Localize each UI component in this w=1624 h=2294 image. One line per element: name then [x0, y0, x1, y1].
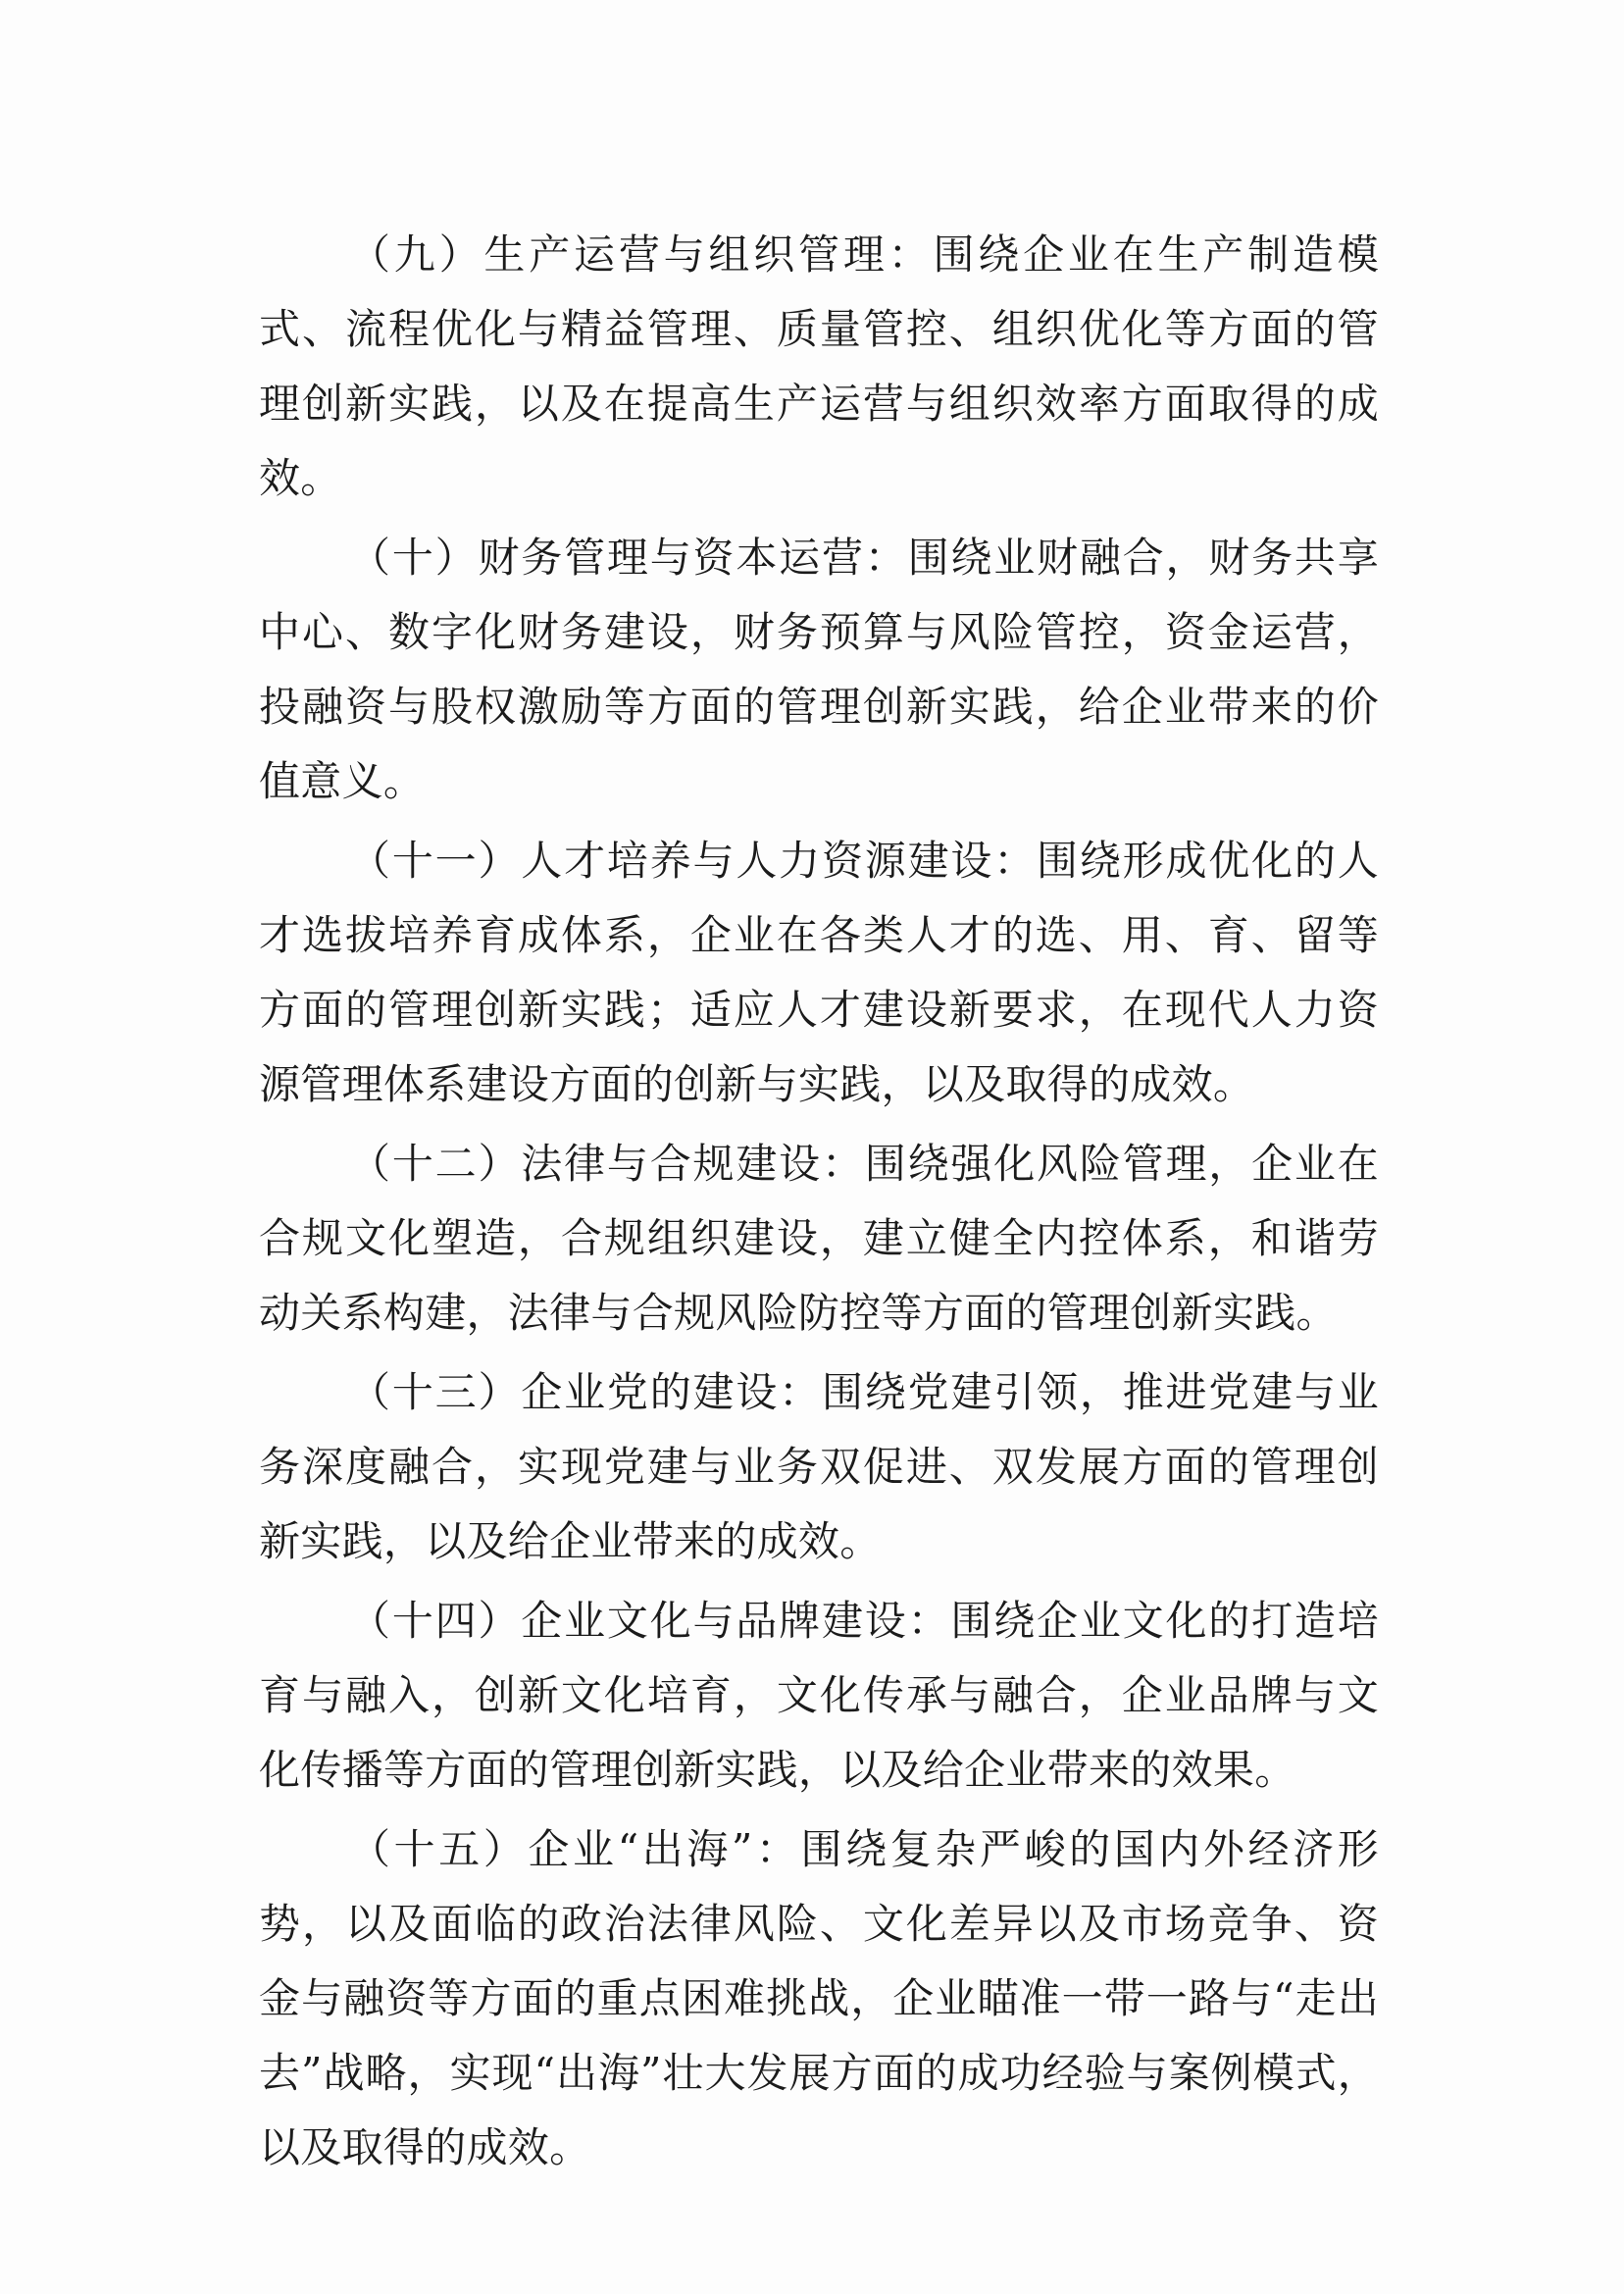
paragraph-13-party-building: （十三）企业党的建设：围绕党建引领，推进党建与业务深度融合，实现党建与业务双促进、双发展方面的管理创新实践，以及给企业带来的成效。: [259, 1368, 1379, 1565]
paragraph-10-finance-capital: （十）财务管理与资本运营：围绕业财融合，财务共享中心、数字化财务建设，财务预算与风险管控，资金运营，投融资与股权激励等方面的管理创新实践，给企业带来的价值意义。: [259, 534, 1379, 805]
paragraph-11-talent-hr: （十一）人才培养与人力资源建设：围绕形成优化的人才选拔培养育成体系，企业在各类人才的选、用、育、留等方面的管理创新实践；适应人才建设新要求，在现代人力资源管理体系建设方面的创新与实践，以及取得的成效。: [259, 837, 1379, 1108]
paragraph-12-legal-compliance: （十二）法律与合规建设：围绕强化风险管理，企业在合规文化塑造，合规组织建设，建立健全内控体系，和谐劳动关系构建，法律与合规风险防控等方面的管理创新实践。: [259, 1140, 1379, 1337]
paragraph-9-production-operations: （九）生产运营与组织管理：围绕企业在生产制造模式、流程优化与精益管理、质量管控、组织优化等方面的管理创新实践，以及在提高生产运营与组织效率方面取得的成效。: [259, 230, 1379, 502]
document-body: [259, 218, 1379, 2190]
paragraph-15-going-global: （十五）企业“出海”：围绕复杂严峻的国内外经济形势，以及面临的政治法律风险、文化差异以及市场竞争、资金与融资等方面的重点困难挑战，企业瞄准一带一路与“走出去”战略，实现“出海”壮大发展方面的成功经验与案例模式，以及取得的成效。: [259, 1825, 1379, 2171]
paragraph-14-culture-brand: （十四）企业文化与品牌建设：围绕企业文化的打造培育与融入，创新文化培育，文化传承与融合，企业品牌与文化传播等方面的管理创新实践，以及给企业带来的效果。: [259, 1597, 1379, 1794]
